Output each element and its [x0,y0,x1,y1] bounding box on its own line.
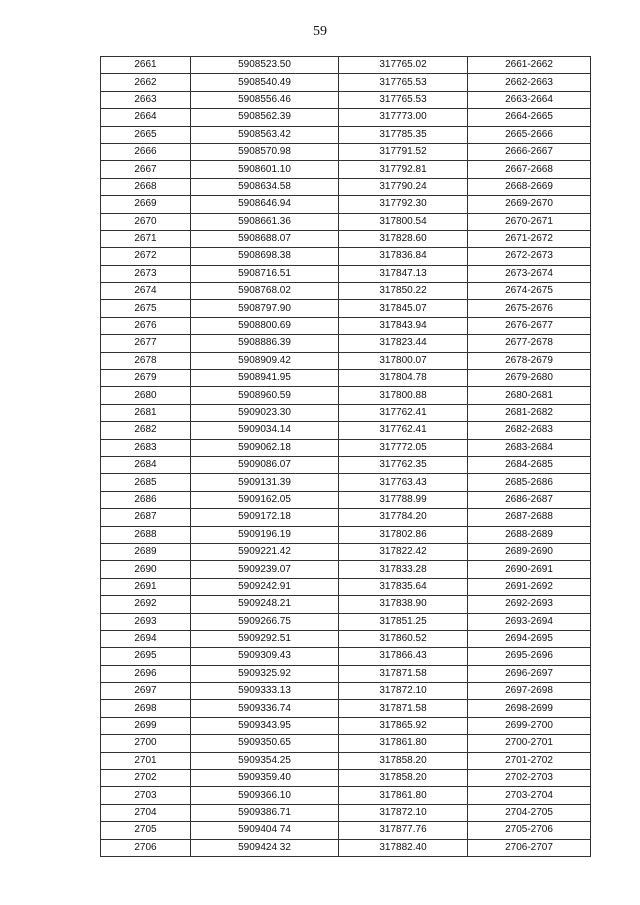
x-coordinate-cell: 5908563.42 [191,126,339,143]
table-row [101,787,591,804]
y-coordinate-cell: 317800.54 [339,213,468,230]
table-row [101,300,591,317]
segment-cell: 2703-2704 [468,787,591,804]
x-coordinate-cell: 5908540.49 [191,74,339,91]
table-row [101,126,591,143]
segment-cell: 2669-2670 [468,196,591,213]
x-coordinate-cell: 5908688.07 [191,230,339,247]
x-coordinate-cell: 5909196.19 [191,526,339,543]
y-coordinate-cell: 317843.94 [339,317,468,334]
table-row [101,161,591,178]
point-number-cell: 2672 [101,248,191,265]
segment-cell: 2685-2686 [468,474,591,491]
x-coordinate-cell: 5909034.14 [191,422,339,439]
table-row [101,230,591,247]
point-number-cell: 2683 [101,439,191,456]
table-row [101,491,591,508]
segment-cell: 2705-2706 [468,822,591,839]
point-number-cell: 2686 [101,491,191,508]
x-coordinate-cell: 5909309.43 [191,648,339,665]
point-number-cell: 2693 [101,613,191,630]
table-row [101,283,591,300]
y-coordinate-cell: 317822.42 [339,543,468,560]
y-coordinate-cell: 317804.78 [339,370,468,387]
x-coordinate-cell: 5909062.18 [191,439,339,456]
table-row [101,613,591,630]
x-coordinate-cell: 5908886.39 [191,335,339,352]
point-number-cell: 2671 [101,230,191,247]
point-number-cell: 2685 [101,474,191,491]
table-row [101,700,591,717]
x-coordinate-cell: 5908556.46 [191,91,339,108]
table-row [101,352,591,369]
table-row [101,561,591,578]
y-coordinate-cell: 317784.20 [339,509,468,526]
x-coordinate-cell: 5909359.40 [191,770,339,787]
segment-cell: 2665-2666 [468,126,591,143]
table-row [101,665,591,682]
segment-cell: 2700-2701 [468,735,591,752]
point-number-cell: 2664 [101,109,191,126]
x-coordinate-cell: 5908941.95 [191,370,339,387]
y-coordinate-cell: 317877.76 [339,822,468,839]
point-number-cell: 2702 [101,770,191,787]
y-coordinate-cell: 317762.41 [339,404,468,421]
table-row [101,74,591,91]
table-row [101,839,591,856]
y-coordinate-cell: 317785.35 [339,126,468,143]
y-coordinate-cell: 317861.80 [339,787,468,804]
segment-cell: 2661-2662 [468,57,591,74]
point-number-cell: 2668 [101,178,191,195]
table-row [101,265,591,282]
x-coordinate-cell: 5908797.90 [191,300,339,317]
segment-cell: 2688-2689 [468,526,591,543]
x-coordinate-cell: 5909172.18 [191,509,339,526]
y-coordinate-cell: 317792.30 [339,196,468,213]
segment-cell: 2693-2694 [468,613,591,630]
y-coordinate-cell: 317792.81 [339,161,468,178]
y-coordinate-cell: 317871.58 [339,700,468,717]
table-body [101,57,591,857]
x-coordinate-cell: 5909239.07 [191,561,339,578]
table-row [101,630,591,647]
y-coordinate-cell: 317762.41 [339,422,468,439]
x-coordinate-cell: 5908523.50 [191,57,339,74]
point-number-cell: 2680 [101,387,191,404]
table-row [101,509,591,526]
segment-cell: 2672-2673 [468,248,591,265]
table-row [101,370,591,387]
point-number-cell: 2662 [101,74,191,91]
y-coordinate-cell: 317850.22 [339,283,468,300]
x-coordinate-cell: 5908800.69 [191,317,339,334]
y-coordinate-cell: 317790.24 [339,178,468,195]
point-number-cell: 2681 [101,404,191,421]
segment-cell: 2704-2705 [468,804,591,821]
x-coordinate-cell: 5908601.10 [191,161,339,178]
point-number-cell: 2674 [101,283,191,300]
table-row [101,752,591,769]
segment-cell: 2671-2672 [468,230,591,247]
point-number-cell: 2689 [101,543,191,560]
point-number-cell: 2678 [101,352,191,369]
coordinates-table [100,56,591,857]
segment-cell: 2690-2691 [468,561,591,578]
table-row [101,196,591,213]
y-coordinate-cell: 317882.40 [339,839,468,856]
x-coordinate-cell: 5908716.51 [191,265,339,282]
table-row [101,404,591,421]
segment-cell: 2684-2685 [468,456,591,473]
segment-cell: 2676-2677 [468,317,591,334]
table-row [101,822,591,839]
x-coordinate-cell: 5909354.25 [191,752,339,769]
point-number-cell: 2665 [101,126,191,143]
point-number-cell: 2691 [101,578,191,595]
table-row [101,717,591,734]
segment-cell: 2698-2699 [468,700,591,717]
x-coordinate-cell: 5908634.58 [191,178,339,195]
point-number-cell: 2666 [101,143,191,160]
point-number-cell: 2690 [101,561,191,578]
point-number-cell: 2677 [101,335,191,352]
y-coordinate-cell: 317763.43 [339,474,468,491]
segment-cell: 2663-2664 [468,91,591,108]
y-coordinate-cell: 317872.10 [339,683,468,700]
point-number-cell: 2675 [101,300,191,317]
segment-cell: 2667-2668 [468,161,591,178]
segment-cell: 2670-2671 [468,213,591,230]
table-row [101,248,591,265]
point-number-cell: 2706 [101,839,191,856]
table-row [101,439,591,456]
x-coordinate-cell: 5908646.94 [191,196,339,213]
point-number-cell: 2676 [101,317,191,334]
segment-cell: 2666-2667 [468,143,591,160]
y-coordinate-cell: 317865.92 [339,717,468,734]
x-coordinate-cell: 5909325.92 [191,665,339,682]
segment-cell: 2678-2679 [468,352,591,369]
table-row [101,683,591,700]
x-coordinate-cell: 5908768.02 [191,283,339,300]
table-row [101,770,591,787]
point-number-cell: 2669 [101,196,191,213]
table-row [101,526,591,543]
table-row [101,474,591,491]
table-row [101,422,591,439]
point-number-cell: 2679 [101,370,191,387]
y-coordinate-cell: 317791.52 [339,143,468,160]
y-coordinate-cell: 317828.60 [339,230,468,247]
segment-cell: 2662-2663 [468,74,591,91]
y-coordinate-cell: 317823.44 [339,335,468,352]
x-coordinate-cell: 5908570.98 [191,143,339,160]
point-number-cell: 2699 [101,717,191,734]
y-coordinate-cell: 317772.05 [339,439,468,456]
y-coordinate-cell: 317765.02 [339,57,468,74]
segment-cell: 2668-2669 [468,178,591,195]
point-number-cell: 2703 [101,787,191,804]
table-row [101,387,591,404]
x-coordinate-cell: 5909386.71 [191,804,339,821]
y-coordinate-cell: 317838.90 [339,596,468,613]
point-number-cell: 2704 [101,804,191,821]
y-coordinate-cell: 317861.80 [339,735,468,752]
point-number-cell: 2692 [101,596,191,613]
segment-cell: 2686-2687 [468,491,591,508]
table-row [101,57,591,74]
segment-cell: 2701-2702 [468,752,591,769]
x-coordinate-cell: 5909266.75 [191,613,339,630]
point-number-cell: 2698 [101,700,191,717]
segment-cell: 2674-2675 [468,283,591,300]
x-coordinate-cell: 5909333.13 [191,683,339,700]
point-number-cell: 2667 [101,161,191,178]
table-row [101,543,591,560]
segment-cell: 2675-2676 [468,300,591,317]
x-coordinate-cell: 5909404 74 [191,822,339,839]
table-row [101,335,591,352]
point-number-cell: 2705 [101,822,191,839]
y-coordinate-cell: 317866.43 [339,648,468,665]
y-coordinate-cell: 317800.88 [339,387,468,404]
table-row [101,143,591,160]
table-row [101,109,591,126]
y-coordinate-cell: 317872.10 [339,804,468,821]
segment-cell: 2692-2693 [468,596,591,613]
table-row [101,578,591,595]
segment-cell: 2681-2682 [468,404,591,421]
segment-cell: 2702-2703 [468,770,591,787]
y-coordinate-cell: 317836.84 [339,248,468,265]
x-coordinate-cell: 5909221.42 [191,543,339,560]
segment-cell: 2679-2680 [468,370,591,387]
y-coordinate-cell: 317871.58 [339,665,468,682]
point-number-cell: 2684 [101,456,191,473]
x-coordinate-cell: 5909336.74 [191,700,339,717]
x-coordinate-cell: 5909343.95 [191,717,339,734]
y-coordinate-cell: 317858.20 [339,752,468,769]
x-coordinate-cell: 5909086.07 [191,456,339,473]
table-row [101,213,591,230]
x-coordinate-cell: 5909131.39 [191,474,339,491]
y-coordinate-cell: 317765.53 [339,91,468,108]
point-number-cell: 2687 [101,509,191,526]
segment-cell: 2682-2683 [468,422,591,439]
table-row [101,91,591,108]
page-number: 59 [313,24,327,39]
point-number-cell: 2663 [101,91,191,108]
segment-cell: 2664-2665 [468,109,591,126]
y-coordinate-cell: 317833.28 [339,561,468,578]
point-number-cell: 2700 [101,735,191,752]
x-coordinate-cell: 5908562.39 [191,109,339,126]
segment-cell: 2683-2684 [468,439,591,456]
y-coordinate-cell: 317773.00 [339,109,468,126]
y-coordinate-cell: 317858.20 [339,770,468,787]
point-number-cell: 2670 [101,213,191,230]
point-number-cell: 2688 [101,526,191,543]
segment-cell: 2680-2681 [468,387,591,404]
table-row [101,648,591,665]
point-number-cell: 2696 [101,665,191,682]
y-coordinate-cell: 317800.07 [339,352,468,369]
x-coordinate-cell: 5909023.30 [191,404,339,421]
point-number-cell: 2682 [101,422,191,439]
point-number-cell: 2694 [101,630,191,647]
point-number-cell: 2661 [101,57,191,74]
y-coordinate-cell: 317802.86 [339,526,468,543]
y-coordinate-cell: 317835.64 [339,578,468,595]
segment-cell: 2677-2678 [468,335,591,352]
point-number-cell: 2697 [101,683,191,700]
x-coordinate-cell: 5909292.51 [191,630,339,647]
table-row [101,804,591,821]
table-row [101,317,591,334]
x-coordinate-cell: 5908698.38 [191,248,339,265]
table-row [101,456,591,473]
point-number-cell: 2701 [101,752,191,769]
table-row [101,735,591,752]
table-row [101,596,591,613]
segment-cell: 2697-2698 [468,683,591,700]
segment-cell: 2699-2700 [468,717,591,734]
y-coordinate-cell: 317762.35 [339,456,468,473]
segment-cell: 2696-2697 [468,665,591,682]
segment-cell: 2706-2707 [468,839,591,856]
y-coordinate-cell: 317788.99 [339,491,468,508]
x-coordinate-cell: 5909350.65 [191,735,339,752]
y-coordinate-cell: 317845.07 [339,300,468,317]
y-coordinate-cell: 317765.53 [339,74,468,91]
x-coordinate-cell: 5908960.59 [191,387,339,404]
point-number-cell: 2695 [101,648,191,665]
x-coordinate-cell: 5908909.42 [191,352,339,369]
segment-cell: 2689-2690 [468,543,591,560]
point-number-cell: 2673 [101,265,191,282]
segment-cell: 2673-2674 [468,265,591,282]
x-coordinate-cell: 5909424 32 [191,839,339,856]
y-coordinate-cell: 317851.25 [339,613,468,630]
y-coordinate-cell: 317860.52 [339,630,468,647]
x-coordinate-cell: 5909242.91 [191,578,339,595]
segment-cell: 2691-2692 [468,578,591,595]
table-row [101,178,591,195]
x-coordinate-cell: 5909162.05 [191,491,339,508]
segment-cell: 2687-2688 [468,509,591,526]
segment-cell: 2694-2695 [468,630,591,647]
x-coordinate-cell: 5909248.21 [191,596,339,613]
segment-cell: 2695-2696 [468,648,591,665]
y-coordinate-cell: 317847.13 [339,265,468,282]
x-coordinate-cell: 5908661.36 [191,213,339,230]
x-coordinate-cell: 5909366.10 [191,787,339,804]
